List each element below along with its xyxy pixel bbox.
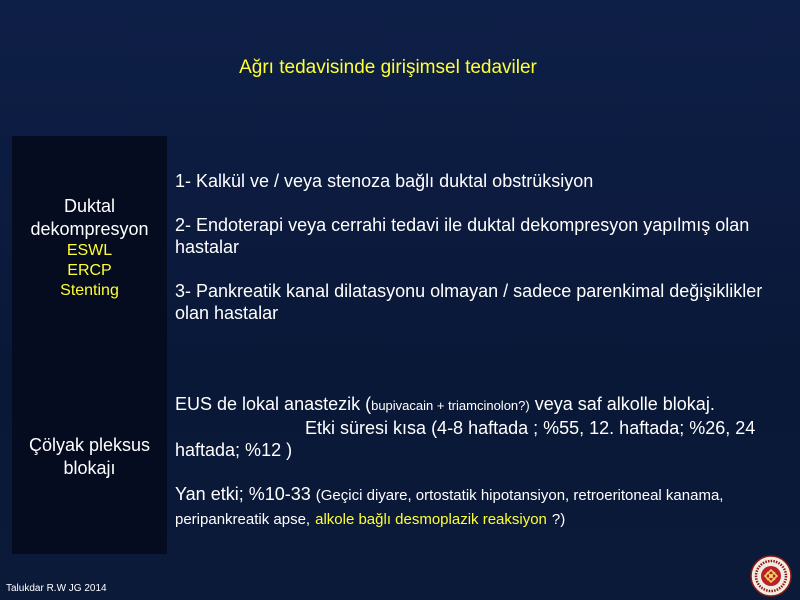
eus-drugs: bupivacain + triamcinolon?) bbox=[371, 398, 530, 413]
duktal-label-line1: Duktal bbox=[63, 196, 116, 216]
side-effects-paragraph bbox=[175, 483, 780, 531]
duktal-indications bbox=[175, 170, 780, 324]
indication-item-2: 2- Endoterapi veya cerrahi tedavi ile duktal dekompresyon yapılmış olan hastalar bbox=[175, 215, 750, 257]
slide-title: Ağrı tedavisinde girişimsel tedaviler bbox=[239, 57, 537, 78]
method-stenting: Stenting bbox=[60, 282, 119, 299]
colyak-pleksus-cell bbox=[12, 434, 167, 480]
citation-footer: Talukdar R.W JG 2014 bbox=[6, 583, 107, 594]
eus-suffix: veya saf alkolle blokaj. bbox=[529, 394, 715, 414]
eus-prefix: EUS de lokal anastezik ( bbox=[175, 394, 372, 414]
duktal-dekompresyon-cell bbox=[12, 195, 167, 301]
indication-item-1: 1- Kalkül ve / veya stenoza bağlı duktal obstrüksiyon bbox=[175, 171, 594, 191]
method-ercp: ERCP bbox=[67, 262, 112, 279]
colyak-label-line2: blokajı bbox=[63, 458, 116, 478]
indication-item-3: 3- Pankreatik kanal dilatasyonu olmayan / sadece parenkimal değişiklikler olan hastalar bbox=[175, 281, 763, 323]
university-seal-icon bbox=[750, 555, 792, 597]
side-effects-end: ?) bbox=[551, 511, 566, 528]
eus-paragraph bbox=[175, 393, 780, 461]
duktal-label-line2: dekompresyon bbox=[30, 219, 149, 239]
method-eswl: ESWL bbox=[66, 242, 113, 259]
eus-duration-label: Etki süresi kısa bbox=[305, 418, 427, 438]
side-effects-prefix: Yan etki; %10-33 bbox=[175, 484, 311, 504]
colyak-label-line1: Çölyak pleksus bbox=[28, 435, 151, 455]
side-effects-highlight: alkole bağlı desmoplazik reaksiyon bbox=[315, 511, 547, 528]
colyak-details bbox=[175, 393, 780, 531]
left-panel bbox=[12, 136, 167, 554]
side-effects-detail: (Geçici diyare, ortostatik hipotansiyon, retroeritoneal kanama, peripankreatik apse, bbox=[175, 487, 724, 528]
eus-duration-detail: (4-8 haftada ; %55, 12. haftada; %26, 24 haftada; %12 ) bbox=[175, 418, 756, 460]
